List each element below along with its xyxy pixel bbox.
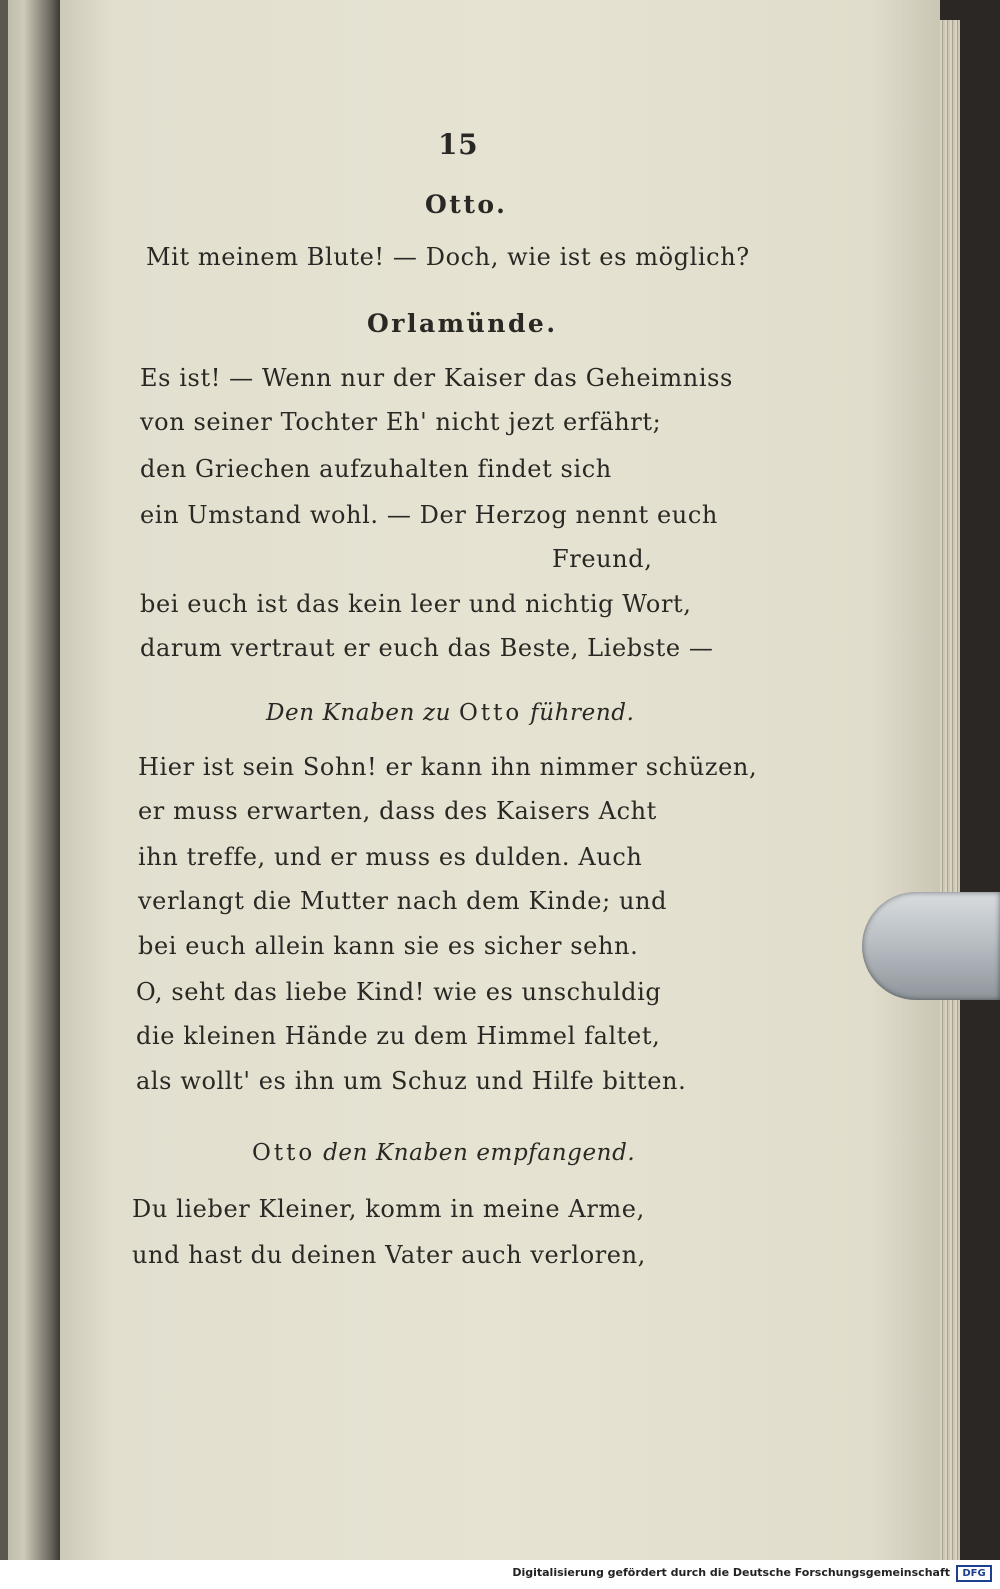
text-line: Du lieber Kleiner, komm in meine Arme,	[132, 1195, 645, 1223]
text-line: Mit meinem Blute! — Doch, wie ist es möglich?	[146, 243, 750, 271]
dfg-logo: DFG	[956, 1565, 992, 1582]
left-page-edge	[0, 0, 60, 1560]
stage-direction	[266, 700, 635, 726]
text-line: bei euch ist das kein leer und nichtig Wort,	[140, 590, 692, 618]
text-line: die kleinen Hände zu dem Himmel faltet,	[136, 1022, 661, 1050]
text-line: den Griechen aufzuhalten findet sich	[140, 455, 612, 483]
speaker-orlamuende: Orlamünde.	[367, 309, 558, 338]
text-line: bei euch allein kann sie es sicher sehn.	[138, 932, 639, 960]
text-line: verlangt die Mutter nach dem Kinde; und	[138, 887, 668, 915]
book-page	[60, 0, 940, 1560]
stage-direction-text: Den Knaben zu	[266, 700, 459, 726]
text-line: ein Umstand wohl. — Der Herzog nennt euch	[140, 501, 718, 529]
stage-direction-text: den Knaben empfangend.	[315, 1140, 636, 1166]
speaker-otto: Otto.	[425, 190, 508, 219]
text-line: Es ist! — Wenn nur der Kaiser das Geheimniss	[140, 364, 733, 392]
text-line: von seiner Tochter Eh' nicht jezt erfährt;	[140, 408, 662, 436]
text-line: und hast du deinen Vater auch verloren,	[132, 1241, 646, 1269]
footer-credit: Digitalisierung gefördert durch die Deutsche Forschungsgemeinschaft	[512, 1566, 950, 1579]
text-line: Hier ist sein Sohn! er kann ihn nimmer schüzen,	[138, 753, 758, 781]
text-line: er muss erwarten, dass des Kaisers Acht	[138, 797, 657, 825]
page-stack-edge	[940, 20, 960, 1560]
footer-bar	[0, 1560, 1000, 1589]
stage-direction-text: führend.	[522, 700, 635, 726]
stage-direction-name: Otto	[458, 700, 523, 726]
text-line: ihn treffe, und er muss es dulden. Auch	[138, 843, 643, 871]
stage-direction	[252, 1140, 635, 1166]
page-clip	[862, 892, 1000, 1000]
text-line: O, seht das liebe Kind! wie es unschuldig	[136, 978, 662, 1006]
text-line: als wollt' es ihn um Schuz und Hilfe bitten.	[136, 1067, 687, 1095]
text-line: darum vertraut er euch das Beste, Liebste —	[140, 634, 714, 662]
page-number: 15	[438, 128, 479, 161]
text-line: Freund,	[552, 545, 653, 573]
book-spine-edge	[0, 0, 8, 1560]
stage-direction-name: Otto	[252, 1140, 316, 1166]
